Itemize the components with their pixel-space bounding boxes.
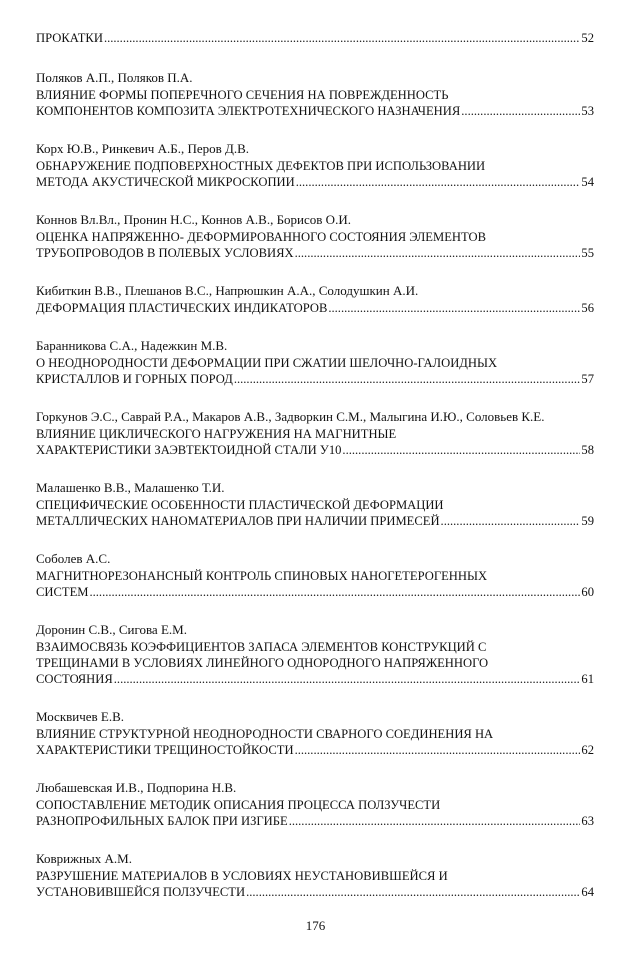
entry-authors: Доронин С.В., Сигова Е.М. bbox=[36, 622, 187, 637]
entry-title-line bbox=[36, 355, 594, 371]
dot-leader bbox=[246, 884, 580, 900]
toc-entry bbox=[36, 338, 594, 387]
dot-leader bbox=[234, 371, 581, 387]
entry-title-text: ХАРАКТЕРИСТИКИ ТРЕЩИНОСТОЙКОСТИ bbox=[36, 743, 294, 757]
entry-title-text: ХАРАКТЕРИСТИКИ ЗАЭВТЕКТОИДНОЙ СТАЛИ У10 bbox=[36, 443, 342, 457]
entry-page-number: 52 bbox=[581, 31, 594, 45]
entry-title-text: СОСТОЯНИЯ bbox=[36, 672, 113, 686]
entry-page-number: 57 bbox=[581, 372, 594, 386]
entry-authors: Коннов Вл.Вл., Пронин Н.С., Коннов А.В., Борисов О.И. bbox=[36, 212, 351, 227]
entry-authors: Любашевская И.В., Подпорина Н.В. bbox=[36, 780, 237, 795]
entry-title-last-line bbox=[36, 371, 594, 387]
entry-title-last-line bbox=[36, 584, 594, 600]
toc-entry bbox=[36, 622, 594, 687]
entry-title-last-line bbox=[36, 442, 594, 458]
entry-title-line bbox=[36, 726, 594, 742]
dot-leader bbox=[441, 513, 581, 529]
entry-title-text: СОПОСТАВЛЕНИЕ МЕТОДИК ОПИСАНИЯ ПРОЦЕССА ПОЛЗУЧЕСТИ bbox=[36, 798, 441, 812]
entry-title-line bbox=[36, 639, 594, 655]
entry-title-text: ОЦЕНКА НАПРЯЖЕННО- ДЕФОРМИРОВАННОГО СОСТОЯНИЯ ЭЛЕМЕНТОВ bbox=[36, 230, 487, 244]
toc-entry bbox=[36, 30, 594, 46]
entry-title-text: ВЗАИМОСВЯЗЬ КОЭФФИЦИЕНТОВ ЗАПАСА ЭЛЕМЕНТОВ КОНСТРУКЦИЙ С bbox=[36, 640, 487, 654]
entry-title-last-line bbox=[36, 742, 594, 758]
entry-page-number: 56 bbox=[581, 301, 594, 315]
entry-title-line bbox=[36, 497, 594, 513]
toc-entry bbox=[36, 709, 594, 758]
entry-title-text: РАЗНОПРОФИЛЬНЫХ БАЛОК ПРИ ИЗГИБЕ bbox=[36, 814, 288, 828]
entry-page-number: 64 bbox=[581, 885, 594, 899]
dot-leader bbox=[461, 103, 580, 119]
entry-title-last-line bbox=[36, 30, 594, 46]
entry-title-text: УСТАНОВИВШЕЙСЯ ПОЛЗУЧЕСТИ bbox=[36, 885, 246, 899]
page-number: 176 bbox=[305, 918, 326, 933]
entry-title-line bbox=[36, 655, 594, 671]
entry-authors: Баранникова С.А., Надежкин М.В. bbox=[36, 338, 228, 353]
entry-page-number: 63 bbox=[581, 814, 594, 828]
entry-title-line bbox=[36, 229, 594, 245]
entry-authors: Горкунов Э.С., Саврай Р.А., Макаров А.В., Задворкин С.М., Малыгина И.Ю., Соловьев К.Е. bbox=[36, 409, 545, 424]
entry-title-text: ТРУБОПРОВОДОВ В ПОЛЕВЫХ УСЛОВИЯХ bbox=[36, 246, 294, 260]
dot-leader bbox=[342, 442, 580, 458]
dot-leader bbox=[114, 671, 581, 687]
entry-title-text: МАГНИТНОРЕЗОНАНСНЫЙ КОНТРОЛЬ СПИНОВЫХ НАНОГЕТЕРОГЕННЫХ bbox=[36, 569, 488, 583]
entry-title-text: ТРЕЩИНАМИ В УСЛОВИЯХ ЛИНЕЙНОГО ОДНОРОДНОГО НАПРЯЖЕННОГО bbox=[36, 656, 489, 670]
entry-title-text: ВЛИЯНИЕ СТРУКТУРНОЙ НЕОДНОРОДНОСТИ СВАРНОГО СОЕДИНЕНИЯ НА bbox=[36, 727, 494, 741]
entry-authors: Корх Ю.В., Ринкевич А.Б., Перов Д.В. bbox=[36, 141, 250, 156]
entry-title-text: КОМПОНЕНТОВ КОМПОЗИТА ЭЛЕКТРОТЕХНИЧЕСКОГО НАЗНАЧЕНИЯ bbox=[36, 104, 461, 118]
entry-title-last-line bbox=[36, 174, 594, 190]
entry-authors: Соболев А.С. bbox=[36, 551, 111, 566]
toc-entry bbox=[36, 551, 594, 600]
entry-title-line bbox=[36, 426, 594, 442]
entry-title-text: О НЕОДНОРОДНОСТИ ДЕФОРМАЦИИ ПРИ СЖАТИИ ШЕЛОЧНО-ГАЛОИДНЫХ bbox=[36, 356, 498, 370]
entry-page-number: 62 bbox=[581, 743, 594, 757]
entry-page-number: 60 bbox=[581, 585, 594, 599]
entry-title-text: ДЕФОРМАЦИЯ ПЛАСТИЧЕСКИХ ИНДИКАТОРОВ bbox=[36, 301, 328, 315]
entry-page-number: 55 bbox=[581, 246, 594, 260]
entry-authors: Коврижных А.М. bbox=[36, 851, 132, 866]
entry-title-text: ВЛИЯНИЕ ФОРМЫ ПОПЕРЕЧНОГО СЕЧЕНИЯ НА ПОВРЕЖДЕННОСТЬ bbox=[36, 88, 449, 102]
entry-title-last-line bbox=[36, 884, 594, 900]
dot-leader bbox=[295, 245, 581, 261]
toc-entry bbox=[36, 70, 594, 119]
entry-title-text: ОБНАРУЖЕНИЕ ПОДПОВЕРХНОСТНЫХ ДЕФЕКТОВ ПРИ ИСПОЛЬЗОВАНИИ bbox=[36, 159, 486, 173]
entry-title-text: РАЗРУШЕНИЕ МАТЕРИАЛОВ В УСЛОВИЯХ НЕУСТАНОВИВШЕЙСЯ И bbox=[36, 869, 448, 883]
entry-page-number: 53 bbox=[581, 104, 594, 118]
entry-title-line bbox=[36, 797, 594, 813]
entry-title-last-line bbox=[36, 300, 594, 316]
entry-title-line bbox=[36, 568, 594, 584]
entry-title-text: МЕТАЛЛИЧЕСКИХ НАНОМАТЕРИАЛОВ ПРИ НАЛИЧИИ ПРИМЕСЕЙ bbox=[36, 514, 440, 528]
entry-title-last-line bbox=[36, 103, 594, 119]
toc-entry bbox=[36, 283, 594, 316]
entry-page-number: 61 bbox=[581, 672, 594, 686]
entry-page-number: 59 bbox=[581, 514, 594, 528]
entry-authors: Кибиткин В.В., Плешанов В.С., Напрюшкин А.А., Солодушкин А.И. bbox=[36, 283, 419, 298]
entry-authors: Малашенко В.В., Малашенко Т.И. bbox=[36, 480, 225, 495]
dot-leader bbox=[89, 584, 580, 600]
entry-title-text: МЕТОДА АКУСТИЧЕСКОЙ МИКРОСКОПИИ bbox=[36, 175, 295, 189]
toc-entry bbox=[36, 480, 594, 529]
dot-leader bbox=[296, 174, 581, 190]
dot-leader bbox=[104, 30, 580, 46]
toc-entry bbox=[36, 212, 594, 261]
entry-title-last-line bbox=[36, 245, 594, 261]
dot-leader bbox=[289, 813, 581, 829]
entry-title-text: СПЕЦИФИЧЕСКИЕ ОСОБЕННОСТИ ПЛАСТИЧЕСКОЙ ДЕФОРМАЦИИ bbox=[36, 498, 444, 512]
entry-title-last-line bbox=[36, 513, 594, 529]
table-of-contents bbox=[36, 30, 594, 922]
entry-page-number: 54 bbox=[581, 175, 594, 189]
toc-entry bbox=[36, 141, 594, 190]
dot-leader bbox=[328, 300, 580, 316]
entry-authors: Москвичев Е.В. bbox=[36, 709, 125, 724]
toc-entry bbox=[36, 780, 594, 829]
toc-entry bbox=[36, 409, 594, 458]
entry-title-last-line bbox=[36, 813, 594, 829]
entry-title-text: ВЛИЯНИЕ ЦИКЛИЧЕСКОГО НАГРУЖЕНИЯ НА МАГНИТНЫЕ bbox=[36, 427, 397, 441]
dot-leader bbox=[295, 742, 581, 758]
toc-entry bbox=[36, 851, 594, 900]
entry-page-number: 58 bbox=[581, 443, 594, 457]
entry-title-line bbox=[36, 158, 594, 174]
entry-title-text: КРИСТАЛЛОВ И ГОРНЫХ ПОРОД bbox=[36, 372, 233, 386]
entry-title-line bbox=[36, 87, 594, 103]
entry-title-last-line bbox=[36, 671, 594, 687]
entry-title-line bbox=[36, 868, 594, 884]
entry-title-text: ПРОКАТКИ bbox=[36, 31, 103, 45]
entry-authors: Поляков А.П., Поляков П.А. bbox=[36, 70, 193, 85]
entry-title-text: СИСТЕМ bbox=[36, 585, 89, 599]
